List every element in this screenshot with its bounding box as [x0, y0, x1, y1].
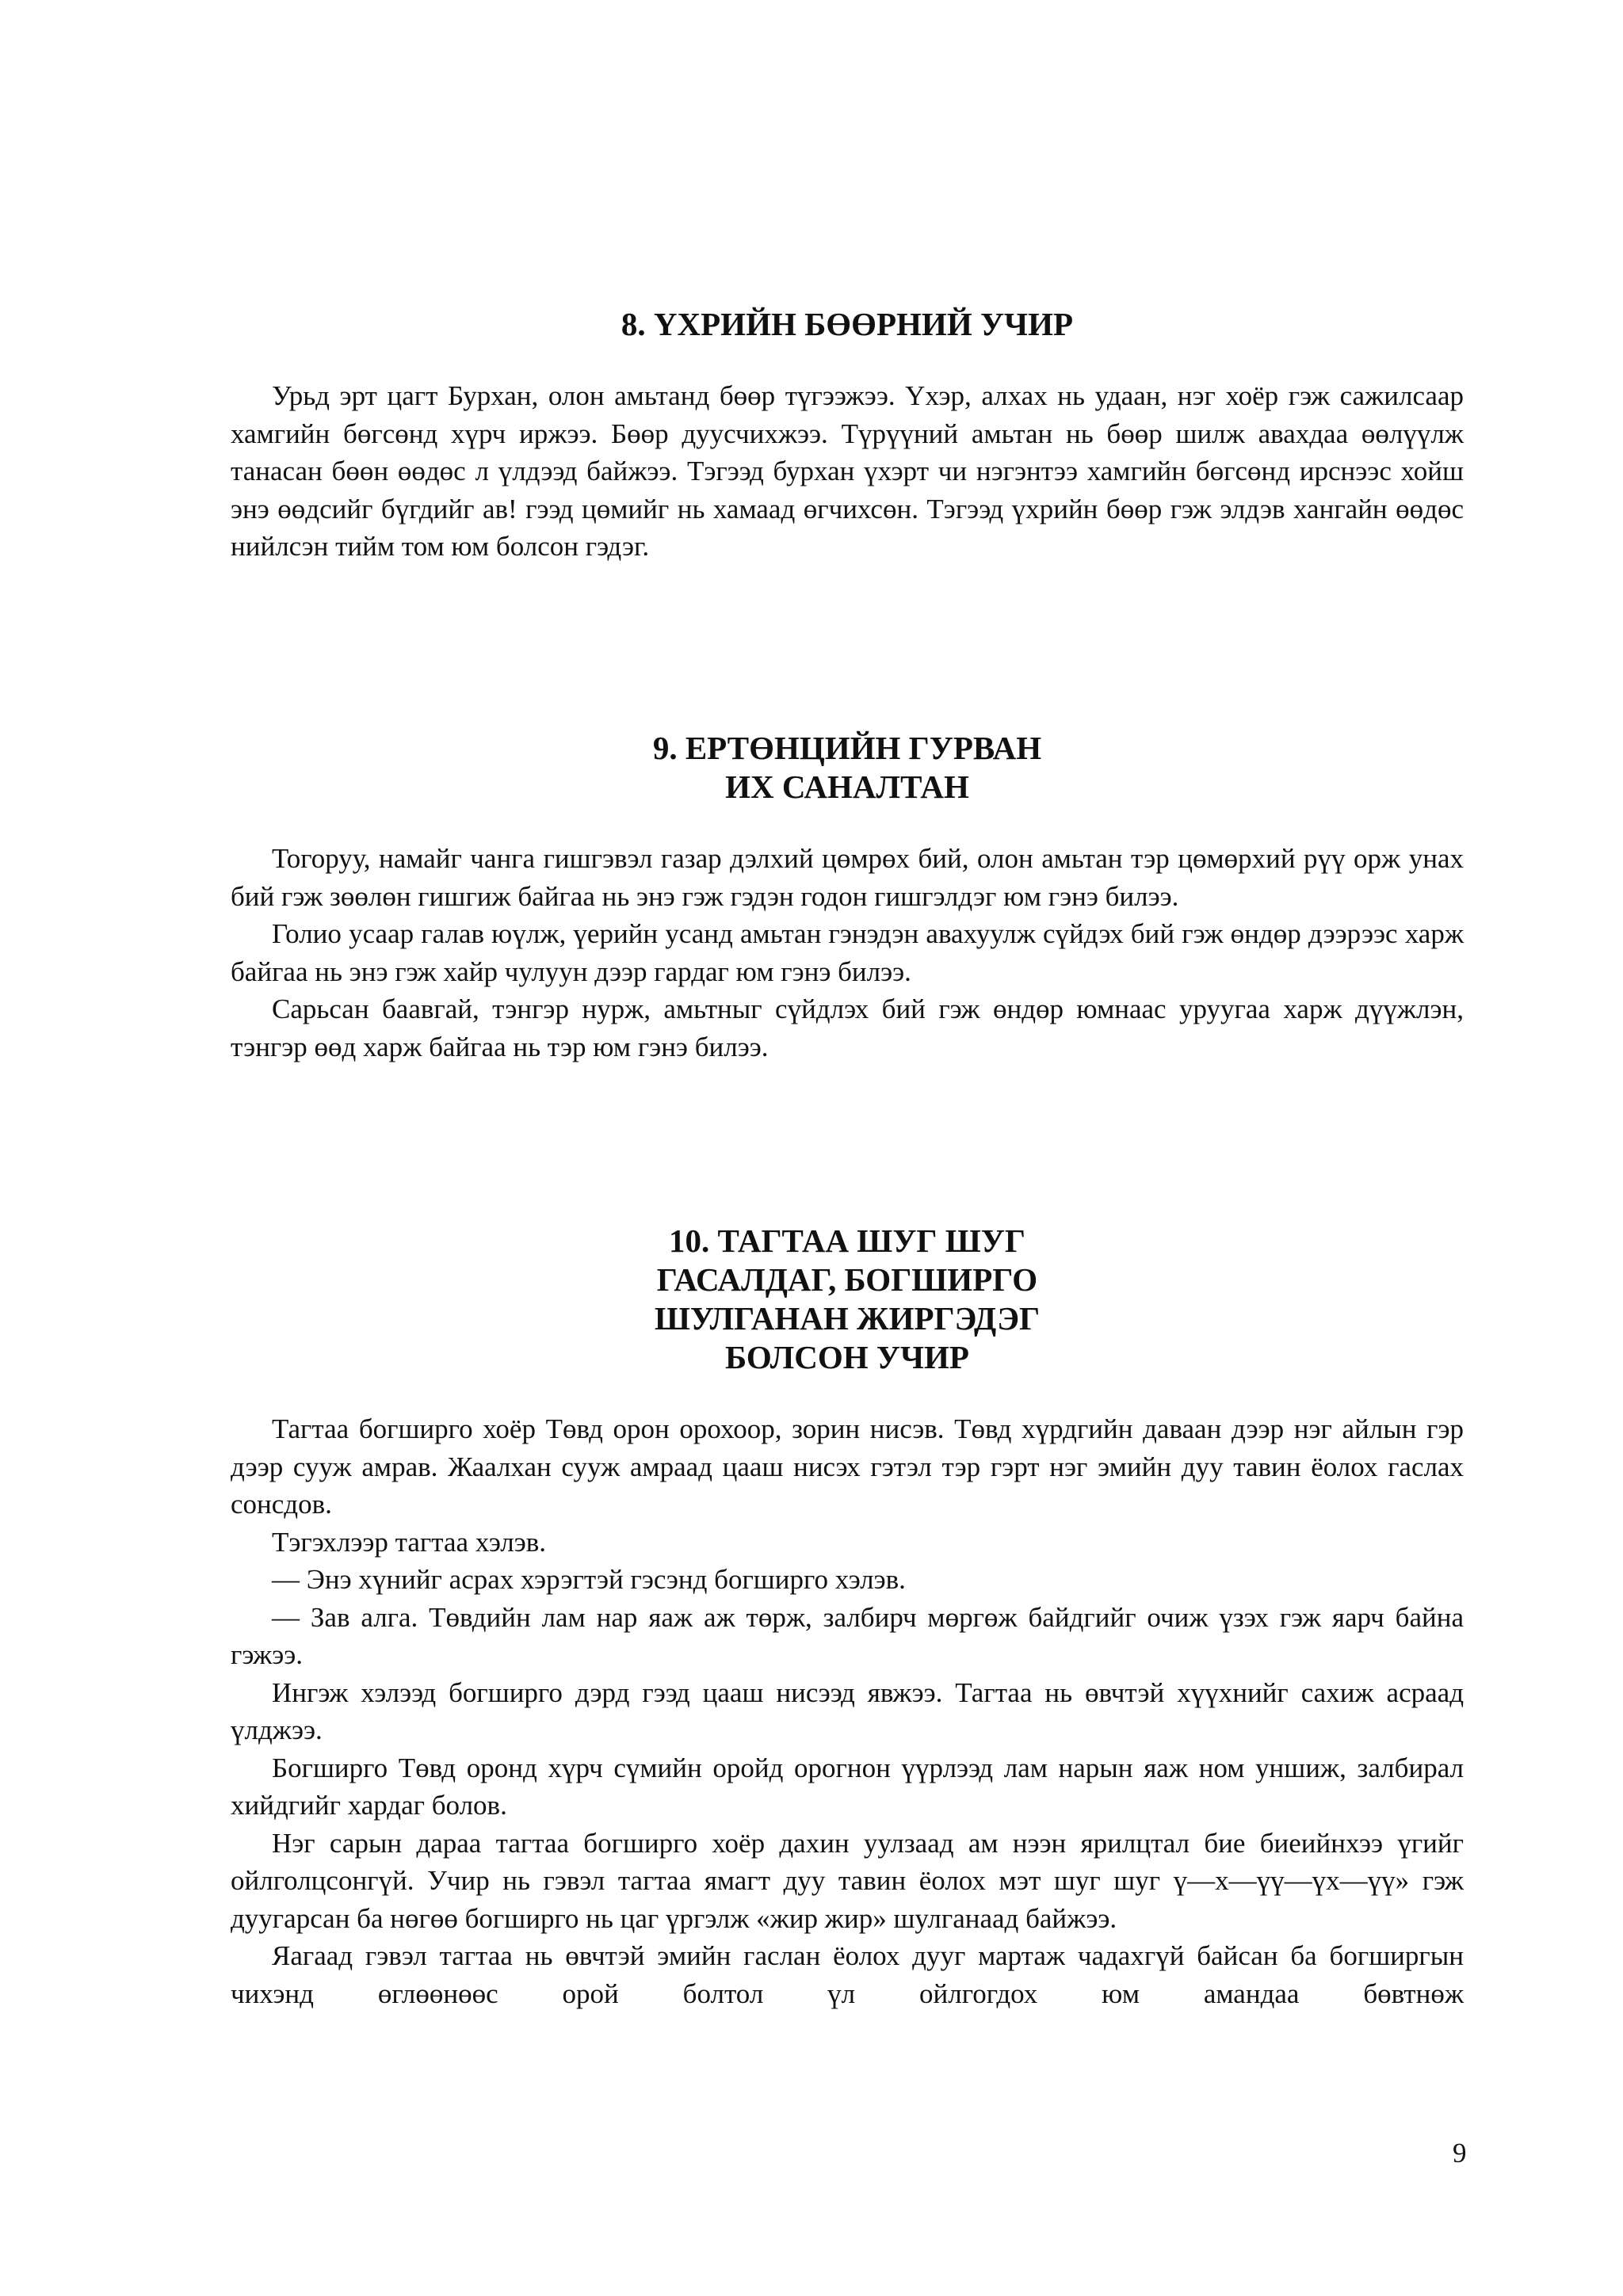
section-10-title-line-2: ГАСАЛДАГ, БОГШИРГО [656, 1261, 1038, 1298]
section-8-title-line: 8. ҮХРИЙН БӨӨРНИЙ УЧИР [621, 306, 1074, 342]
section-9-paragraph-3: Сарьсан баавгай, тэнгэр нурж, амьтныг сүйдлэх бий гэж өндөр юмнаас уруугаа харж дүүжлэн, тэнгэр өөд харж байгаа нь тэр юм гэнэ билээ. [231, 994, 1464, 1062]
section-10-paragraph-4: — Зав алга. Төвдийн лам нар яаж аж төрж, залбирч мөргөж байдгийг очиж үзэх гэж яарч байна гэжээ. [231, 1601, 1464, 1670]
section-10-paragraph-6: Богширго Төвд оронд хүрч сүмийн оройд орогнон үүрлээд лам нарын яаж ном уншиж, залбирал хийдгийг хардаг болов. [231, 1752, 1464, 1821]
section-10-paragraph-1: Тагтаа богширго хоёр Төвд орон орохоор, зорин нисэв. Төвд хүрдгийн даваан дээр нэг айлын гэр дээр сууж амрав. Жаалхан сууж амраад цааш нисэх гэтэл тэр гэрт нэг эмийн дуу тавин ёолох гаслах сонсдов. [231, 1413, 1464, 1520]
section-10-title-line-3: ШУЛГАНАН ЖИРГЭДЭГ [654, 1300, 1041, 1337]
section-10-paragraph-2: Тэгэхлээр тагтаа хэлэв. [272, 1526, 547, 1558]
section-8-title [231, 305, 1464, 344]
section-10-title-line-1: 10. ТАГТАА ШУГ ШУГ [669, 1222, 1025, 1259]
section-10-paragraph-5: Ингэж хэлээд богширго дэрд гээд цааш нисээд явжээ. Тагтаа нь өвчтэй хүүхнийг сахиж асраад үлджээ. [231, 1676, 1464, 1745]
section-9-title [231, 729, 1464, 807]
section-9-title-line-1: 9. ЕРТӨНЦИЙН ГУРВАН [652, 730, 1042, 766]
section-10-paragraph-7: Нэг сарын дараа тагтаа богширго хоёр дахин уулзаад ам нээн ярилцтал бие биеийнхээ үгийг ойлголцсонгүй. Учир нь гэвэл тагтаа ямагт дуу тавин ёолох мэт шуг шуг ү—х—үү—үх—үү» гэж дуугарсан ба нөгөө богширго нь цаг үргэлж «жир жир» шулганаад байжээ. [231, 1827, 1464, 1934]
section-8-paragraph: Урьд эрт цагт Бурхан, олон амьтанд бөөр түгээжээ. Үхэр, алхах нь удаан, нэг хоёр гэж сажилсаар хамгийн бөгсөнд хүрч иржээ. Бөөр дуусчихжээ. Түрүүний амьтан нь бөөр шилж авахдаа өөлүүлж танасан бөөн өөдөс л үлдээд байжээ. Тэгээд бурхан үхэрт чи нэгэнтээ хамгийн бөгсөнд ирснээс хойш энэ өөдсийг бүгдийг ав! гээд цөмийг нь хамаад өгчихсөн. Тэгээд үхрийн бөөр гэж элдэв хангайн өөдөс нийлсэн тийм том юм болсон гэдэг. [231, 380, 1464, 562]
page-number: 9 [1453, 2138, 1467, 2168]
section-9-paragraph-1: Тогоруу, намайг чанга гишгэвэл газар дэлхий цөмрөх бий, олон амьтан тэр цөмөрхий рүү орж унах бий гэж зөөлөн гишгиж байгаа нь энэ гэж гэдэн годон гишгэлдэг юм гэнэ билээ. [231, 843, 1464, 912]
section-10-title-line-4: БОЛСОН УЧИР [725, 1339, 969, 1375]
section-10 [231, 1222, 1464, 2012]
section-9-paragraph-2: Голио усаар галав юүлж, үерийн усанд амьтан гэнэдэн авахуулж сүйдэх бий гэж өндөр дээрээс харж байгаа нь энэ гэж хайр чулуун дээр гардаг юм гэнэ билээ. [231, 918, 1464, 987]
section-10-title [231, 1222, 1464, 1377]
section-9 [231, 729, 1464, 1066]
section-10-paragraph-3: — Энэ хүнийг асрах хэрэгтэй гэсэнд богширго хэлэв. [272, 1564, 906, 1595]
section-9-title-line-2: ИХ САНАЛТАН [725, 769, 969, 805]
section-8 [231, 305, 1464, 566]
section-10-paragraph-8: Яагаад гэвэл тагтаа нь өвчтэй эмийн гаслан ёолох дууг мартаж чадахгүй байсан ба богширгын чихэнд өглөөнөөс орой болтол үл ойлгогдох юм амандаа бөвтнөж [231, 1940, 1464, 2009]
